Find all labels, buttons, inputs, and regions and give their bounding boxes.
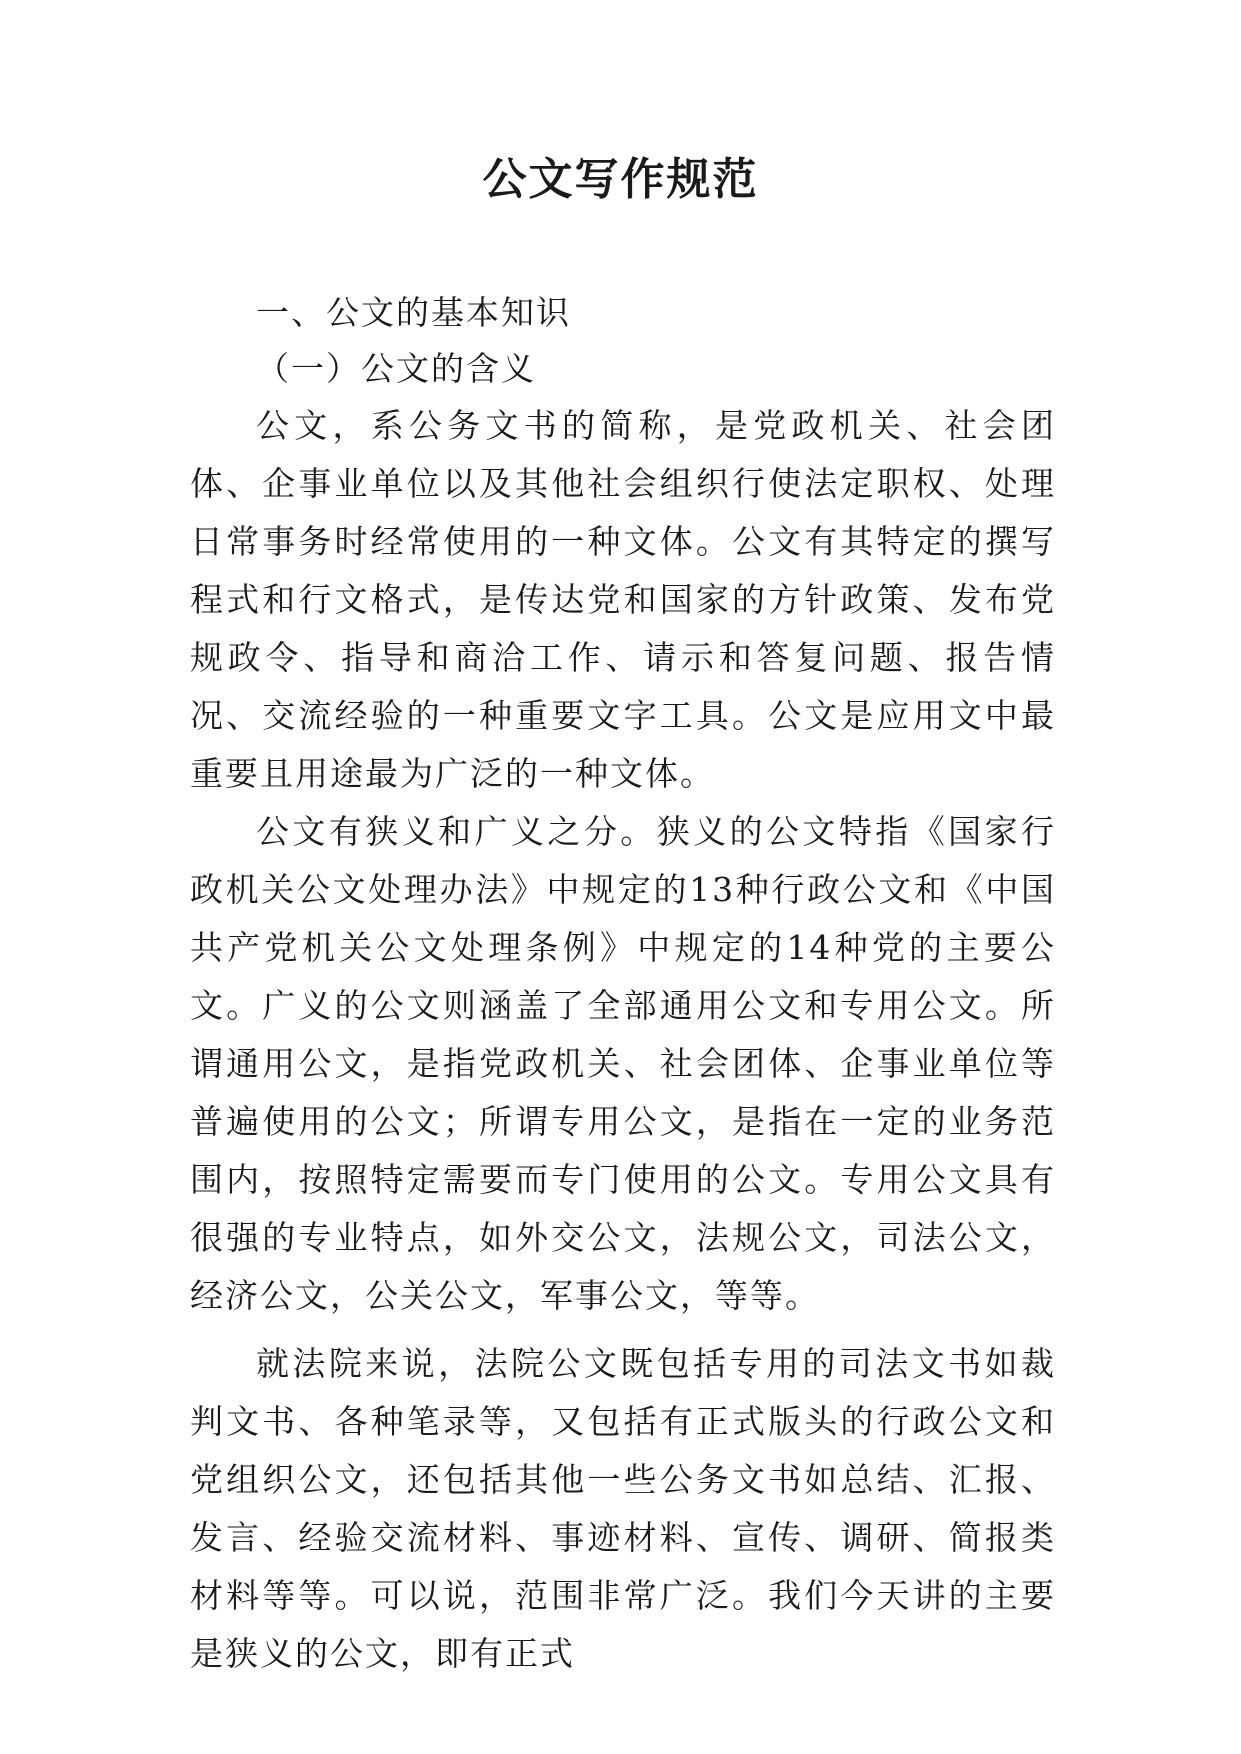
paragraph-court: 就法院来说，法院公文既包括专用的司法文书如裁判文书、各种笔录等，又包括有正式版头的行政公文和党组织公文，还包括其他一些公务文书如总结、汇报、发言、经验交流材料、事迹材料、宣传、调研、简报类材料等等。可以说，范围非常广泛。我们今天讲的主要是狭义的公文，即有正式 (190, 1344, 1056, 1673)
document-title: 公文写作规范 (482, 154, 759, 205)
paragraph-spacer (190, 1325, 1056, 1335)
document-body (190, 285, 1056, 1683)
section-heading: 一、公文的基本知识 (256, 293, 571, 332)
paragraph-scope: 公文有狭义和广义之分。狭义的公文特指《国家行政机关公文处理办法》中规定的13种行政公文和《中国共产党机关公文处理条例》中规定的14种党的主要公文。广义的公文则涵盖了全部通用公文和专用公文。所谓通用公文，是指党政机关、社会团体、企事业单位等普遍使用的公文；所谓专用公文，是指在一定的业务范围内，按照特定需要而专门使用的公文。专用公文具有很强的专业特点，如外交公文，法规公文，司法公文，经济公文，公关公文，军事公文，等等。 (190, 812, 1056, 1315)
subsection-heading: （一）公文的含义 (256, 349, 536, 388)
paragraph-definition: 公文，系公务文书的简称，是党政机关、社会团体、企事业单位以及其他社会组织行使法定职权、处理日常事务时经常使用的一种文体。公文有其特定的撰写程式和行文格式，是传达党和国家的方针政策、发布党规政令、指导和商洽工作、请示和答复问题、报告情况、交流经验的一种重要文字工具。公文是应用文中最重要且用途最为广泛的一种文体。 (190, 406, 1056, 793)
